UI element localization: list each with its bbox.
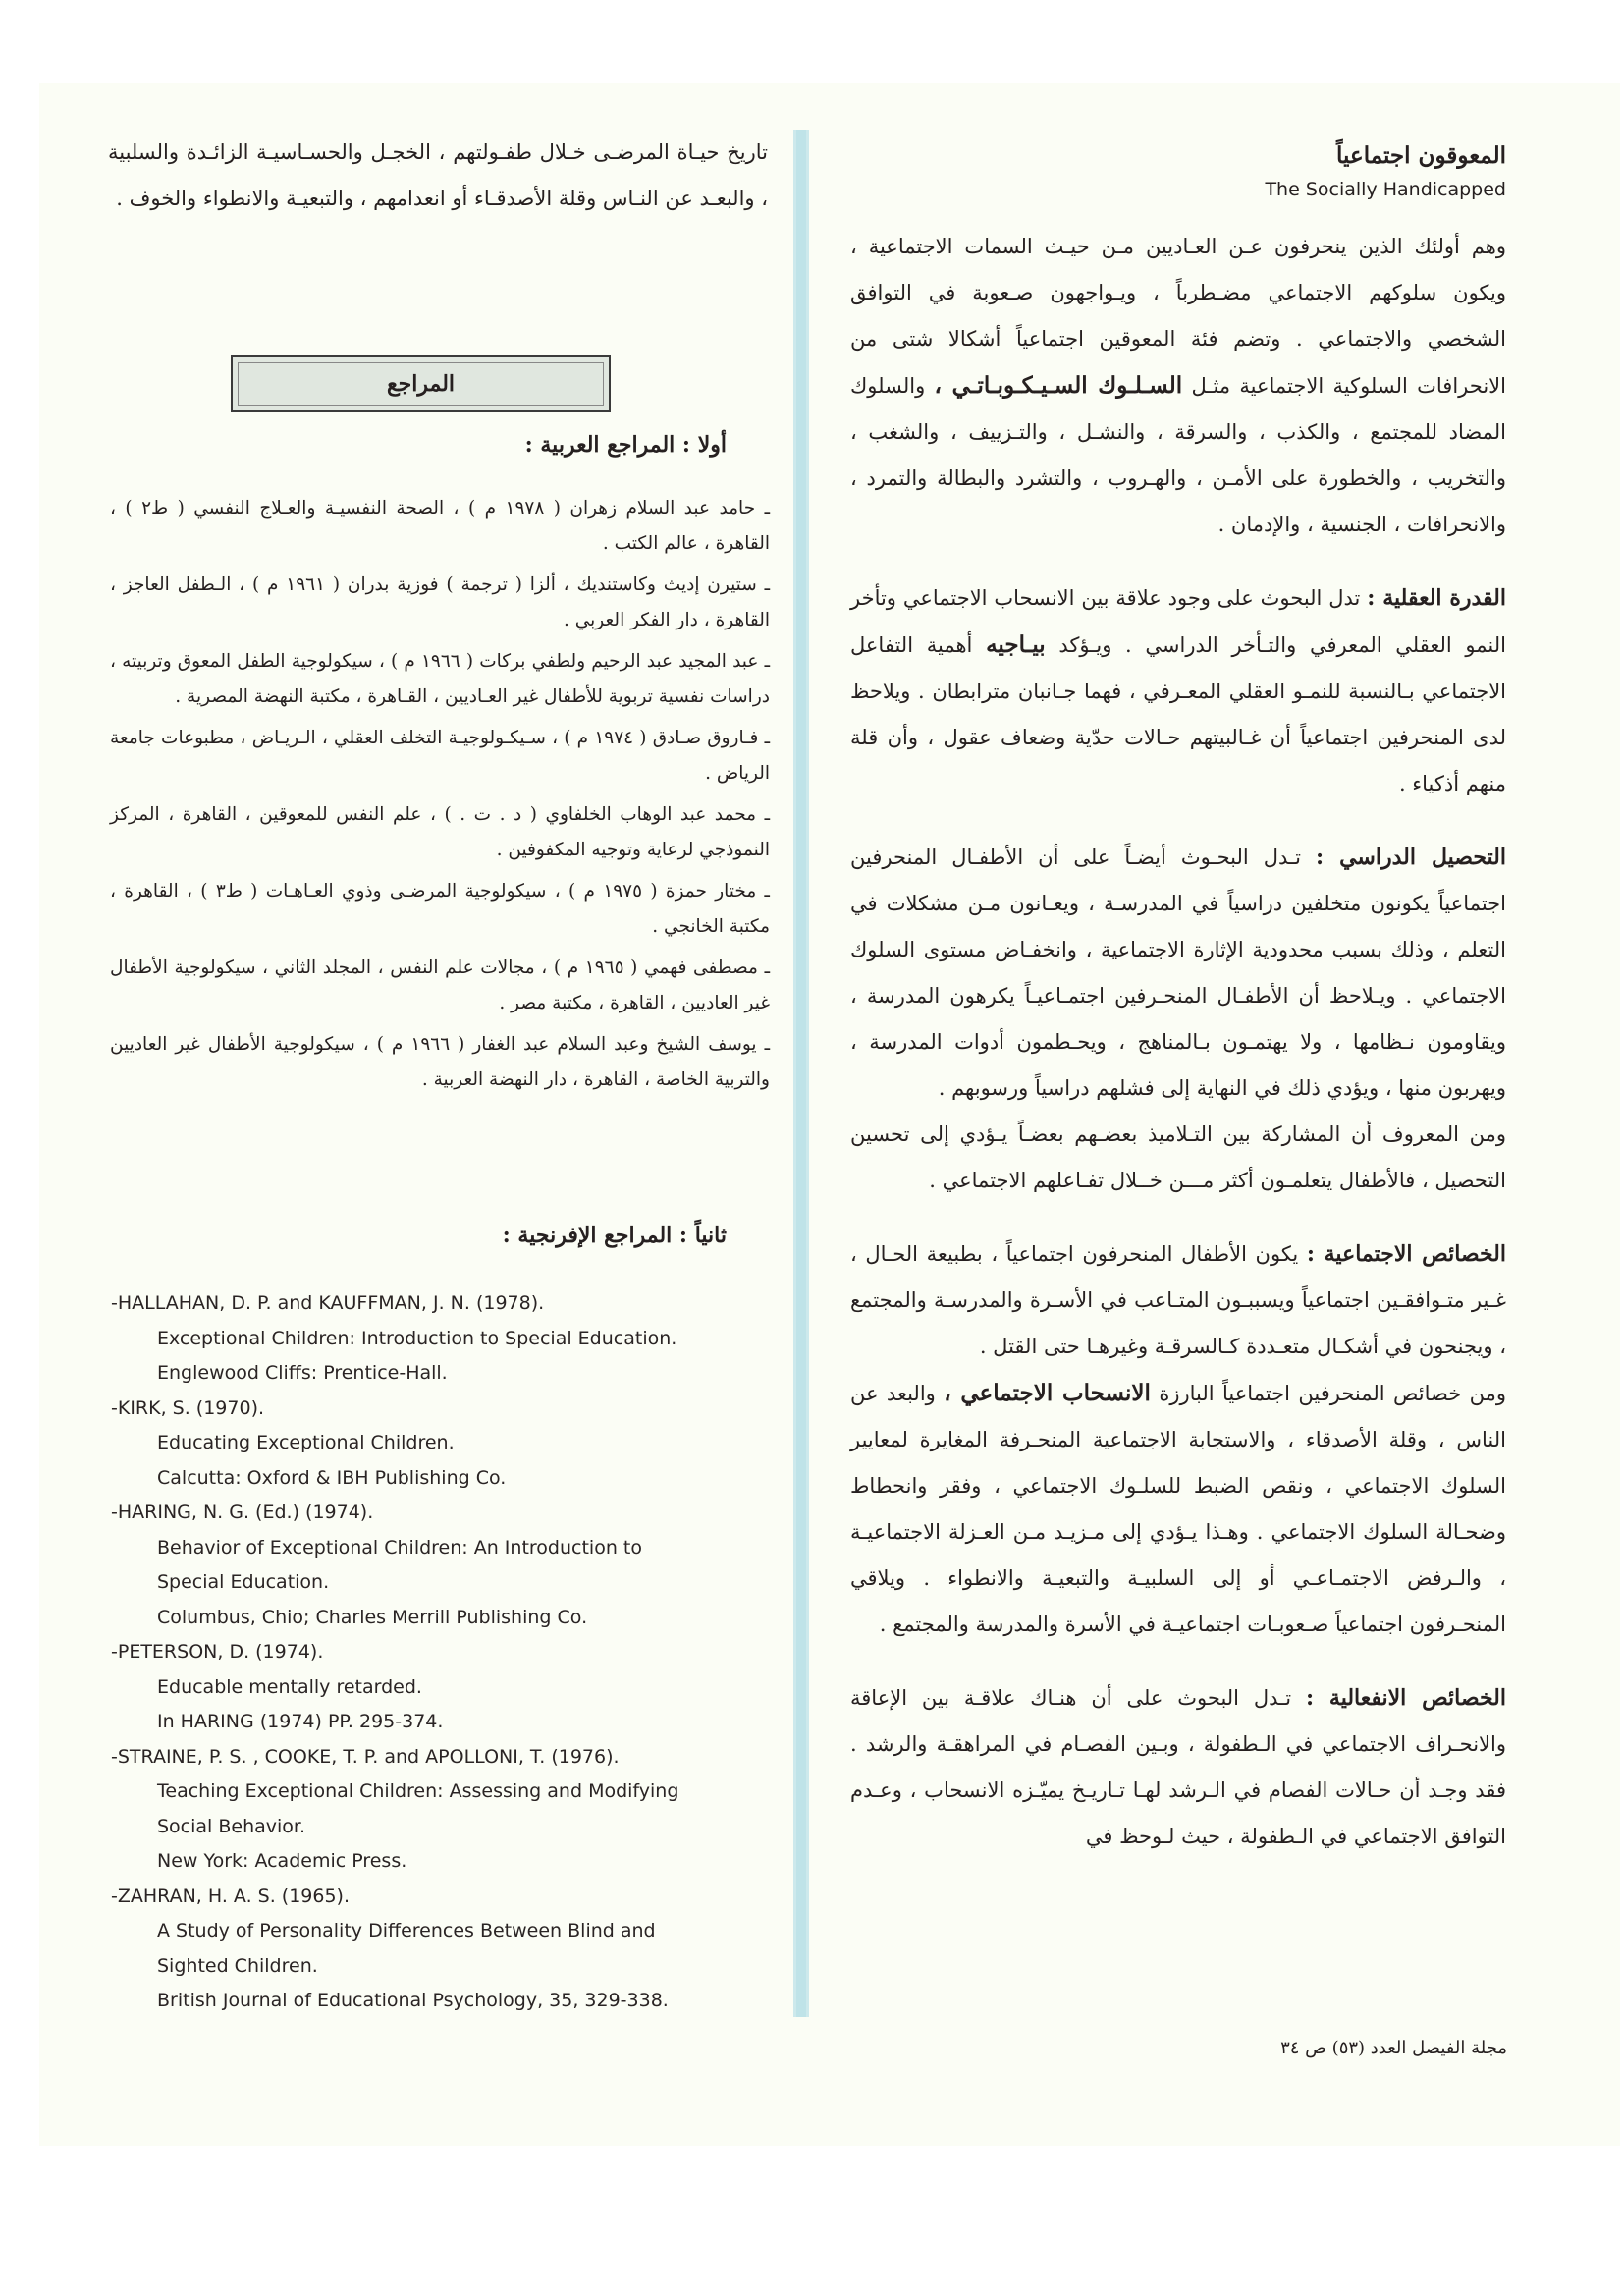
page-footer: مجلة الفيصل العدد (٥٣) ص ٣٤ <box>1280 2038 1507 2058</box>
reference-detail-line: Sighted Children. <box>157 1954 318 1977</box>
arabic-reference-item: ـ ستيرن إديث وكاستنديك ، ألزا ( ترجمة ) فوزية بدران ( ١٩٦١ م ) ، الـطفل العاجز ، القاهرة ، دار الفكر العربي . <box>110 574 770 630</box>
reference-author-line: -STRAINE, P. S. , COOKE, T. P. and APOLLONI, T. (1976). <box>111 1745 620 1768</box>
foreign-reference-item <box>111 1286 769 1392</box>
withdrawal-text-b: والبعد عن الناس ، وقلة الأصدقاء ، والاستجابة الاجتماعية المنحـرفة المغايرة لمعايير السلوك الاجتماعي ، ونقص الضبط للسلـوك الاجتماعي ، وفقر وانحطاط وضحـالة السلوك الاجتماعي . وهـذا يـؤدي إلى مـزيـد مـن العـزلة الاجتماعيـة ، والـرفض الاجتمـاعـي أو إلى السلبيـة والتبعيـة والانطواء . ويلاقي المنحـرفون اجتماعياً صـعوبـات اجتماعيـة في الأسرة والمدرسة والمجتمع . <box>850 1382 1506 1636</box>
reference-author-line: -ZAHRAN, H. A. S. (1965). <box>111 1885 351 1907</box>
section-subtitle: The Socially Handicapped <box>1265 179 1506 200</box>
article-column <box>850 142 1506 1860</box>
reference-detail-line: Social Behavior. <box>157 1815 306 1837</box>
foreign-references-list <box>111 1286 769 2019</box>
reference-detail-line: Columbus, Chio; Charles Merrill Publishing Co. <box>157 1606 588 1628</box>
foreign-reference-item <box>111 1496 769 1635</box>
emotional-traits-text: تـدل البحوث على أن هنـاك علاقـة بين الإعاقة والانحـراف الاجتماعي في الـطفولة ، وبـين الفصـام في المراهقـة والرشد . فقد وجـد أن حـالات الفصام في الـرشد لهـا تـاريـخ يميّـزه الانسحاب ، وعـدم التوافق الاجتماعي في الـطفولة ، حيث لـوحظ في <box>850 1686 1506 1848</box>
arabic-refs-heading: أولا : المراجع العربية : <box>524 432 727 458</box>
reference-detail-line: Calcutta: Oxford & IBH Publishing Co. <box>157 1466 507 1489</box>
arabic-reference-item: ـ مصطفى فهمي ( ١٩٦٥ م ) ، مجالات علم النفس ، المجلد الثاني ، سيكولوجية الأطفال غير العاديين ، القاهرة ، مكتبة مصر . <box>110 957 770 1013</box>
reference-detail-line: Exceptional Children: Introduction to Special Education. <box>157 1327 677 1349</box>
column-divider-bar <box>793 130 809 2017</box>
arabic-reference-item: ـ محمد عبد الوهاب الخلفاوي ( د . ت . ) ، علم النفس للمعوقين ، القاهرة ، المركز النموذجي لرعاية وتوجيه المكفوفين . <box>110 804 770 860</box>
foreign-reference-item <box>111 1740 769 1880</box>
mental-ability-text-a: تدل البحوث على وجود علاقة بين الانسحاب الاجتماعي وتأخر النمو العقلي المعرفي والتـأخر الدراسي . ويـؤكد <box>850 586 1506 657</box>
withdrawal-keyword: الانسحاب الاجتماعي ، <box>944 1380 1151 1406</box>
continuation-paragraph: تاريخ حيـاة المرضـى خـلال طفـولتهم ، الخجـل والحسـاسيـة الزائـدة والسلبية ، والبعـد عن النـاس وقلة الأصدقـاء أو انعدامهم ، والتبعيـة والانطواء والخوف . <box>108 140 768 210</box>
reference-detail-line: Special Education. <box>157 1571 330 1593</box>
foreign-reference-item <box>111 1635 769 1740</box>
emotional-traits-paragraph <box>850 1675 1506 1860</box>
reference-detail-line: Behavior of Exceptional Children: An Introduction to <box>157 1536 642 1558</box>
reference-author-line: -HARING, N. G. (Ed.) (1974). <box>111 1502 374 1523</box>
withdrawal-text-a: ومن خصائص المنحرفين اجتماعياً البارزة <box>1159 1382 1506 1405</box>
arabic-reference-item: ـ مختار حمزة ( ١٩٧٥ م ) ، سيكولوجية المرضـى وذوي العـاهـات ( ط٣ ) ، القاهرة ، مكتبة الخانجي . <box>110 881 770 937</box>
intro-text: وهم أولئك الذين ينحرفون عـن العـاديين مـن حيـث السمات الاجتماعية ، ويكون سلوكهم الاجتماعي مضـطرباً ، ويـواجهون صـعوبة في التوافق الشخصي والاجتماعي . وتضم فئة المعوقين اجتماعياً أشكالا شتى من الانحرافات السلوكية الاجتماعية مثـل <box>850 235 1506 398</box>
reference-detail-line: Educating Exceptional Children. <box>157 1432 455 1453</box>
social-traits-paragraph <box>850 1231 1506 1370</box>
mental-ability-paragraph <box>850 575 1506 807</box>
reference-author-line: -HALLAHAN, D. P. and KAUFFMAN, J. N. (1978). <box>111 1292 545 1314</box>
mental-ability-text-b: أهمية التفاعل الاجتماعي بـالنسبة للنمـو العقلي المعـرفي ، فهما جـانبان مترابطان . ويلاحظ لدى المنحرفين اجتماعياً أن غـالبيتهم حـالات حدّية وضعاف عقول ، وأن قلة منهم أذكياء . <box>850 633 1506 795</box>
left-column-continuation <box>108 130 768 222</box>
foreign-reference-item <box>111 1880 769 2019</box>
emotional-traits-heading: الخصائص الانفعالية : <box>1305 1685 1506 1711</box>
intro-keyword: السـلـوك السـيـكـوبـاتـي ، <box>934 372 1183 399</box>
mental-ability-heading: القدرة العقلية : <box>1367 585 1506 611</box>
arabic-references-list <box>110 491 770 1104</box>
reference-detail-line: A Study of Personality Differences Between Blind and <box>157 1920 656 1941</box>
intro-rest: والسلوك المضاد للمجتمع ، والكذب ، والسرقة ، والنشـل ، والتـزييف ، والشغب ، والتخريب ، والخطورة على الأمـن ، والهـروب ، والتشرد والبطالة والتمرد ، والانحرافات ، الجنسية ، والإدمان . <box>850 374 1506 536</box>
section-title: المعوقون اجتماعياً <box>1336 142 1506 169</box>
arabic-reference-item: ـ يوسف الشيخ وعبد السلام عبد الغفار ( ١٩٦٦ م ) ، سيكولوجية الأطفال غير العاديين والتربية الخاصة ، القاهرة ، دار النهضة العربية . <box>110 1034 770 1090</box>
reference-detail-line: British Journal of Educational Psychology, 35, 329-338. <box>157 1990 669 2011</box>
reference-detail-line: Englewood Cliffs: Prentice-Hall. <box>157 1362 448 1384</box>
achievement-text: تـدل البحـوث أيضـاً على أن الأطفـال المنحرفين اجتماعياً يكونون متخلفين دراسياً في المدرسـة ، ويعـانون مـن مشكلات في التعلم ، وذلك بسبب محدودية الإثارة الاجتماعية ، وانخفـاض مستوى السلوك الاجتماعي . ويـلاحظ أن الأطفـال المنحـرفين اجتمـاعيـاً يكرهون المدرسة ، ويقاومون نـظامها ، ولا يهتمـون بـالمناهج ، ويحـطمون أدوات المدرسة ، ويهربون منها ، ويؤدي ذلك في النهاية إلى فشلهم دراسياً ورسوبهم . <box>850 846 1506 1100</box>
reference-author-line: -KIRK, S. (1970). <box>111 1396 265 1419</box>
arabic-reference-item: ـ فـاروق صـادق ( ١٩٧٤ م ) ، سـيكـولوجيـة التخلف العقلي ، الـريـاض ، مطبوعات جامعة الرياض . <box>110 728 770 784</box>
reference-author-line: -PETERSON, D. (1974). <box>111 1641 324 1663</box>
reference-detail-line: Educable mentally retarded. <box>157 1675 422 1698</box>
arabic-reference-item: ـ حامد عبد السلام زهران ( ١٩٧٨ م ) ، الصحة النفسيـة والعـلاج النفسي ( ط٢ ) ، القاهرة ، عالم الكتب . <box>110 498 770 554</box>
social-traits-text: يكون الأطفال المنحرفون اجتماعياً ، بطبيعة الحـال ، غـير متـوافقـين اجتماعياً ويسببـون المتـاعب في الأسـرة والمدرسـة والمجتمع ، ويجنحون في أشكـال متعـددة كـالسرقـة وغيرهـا حتى القتل . <box>850 1242 1506 1358</box>
social-traits-heading: الخصائص الاجتماعية : <box>1306 1241 1506 1267</box>
achievement-heading: التحصيل الدراسي : <box>1316 845 1506 870</box>
intro-paragraph <box>850 224 1506 548</box>
piaget-keyword: بيـاجيه <box>986 631 1046 658</box>
achievement-paragraph <box>850 835 1506 1112</box>
references-title: المراجع <box>386 371 456 397</box>
references-title-box <box>231 355 611 412</box>
foreign-refs-heading: ثانياً : المراجع الإفرنجية : <box>502 1223 727 1248</box>
participation-paragraph: ومن المعروف أن المشاركة بين التـلاميذ بعضـهم بعضـاً يـؤدي إلى تحسين التحصيل ، فالأطفال يتعلمـون أكثر مـــن خــلال تفـاعلهم الاجتماعي . <box>850 1122 1506 1192</box>
reference-detail-line: Teaching Exceptional Children: Assessing and Modifying <box>157 1780 679 1802</box>
foreign-reference-item <box>111 1392 769 1497</box>
reference-detail-line: New York: Academic Press. <box>157 1850 407 1872</box>
withdrawal-paragraph <box>850 1370 1506 1648</box>
reference-detail-line: In HARING (1974) PP. 295-374. <box>157 1711 444 1732</box>
arabic-reference-item: ـ عبد المجيد عبد الرحيم ولطفي بركات ( ١٩٦٦ م ) ، سيكولوجية الطفل المعوق وتربيته ، دراسات نفسية تربوية للأطفال غير العـاديين ، القـاهرة ، مكتبة النهضة المصرية . <box>110 651 770 707</box>
